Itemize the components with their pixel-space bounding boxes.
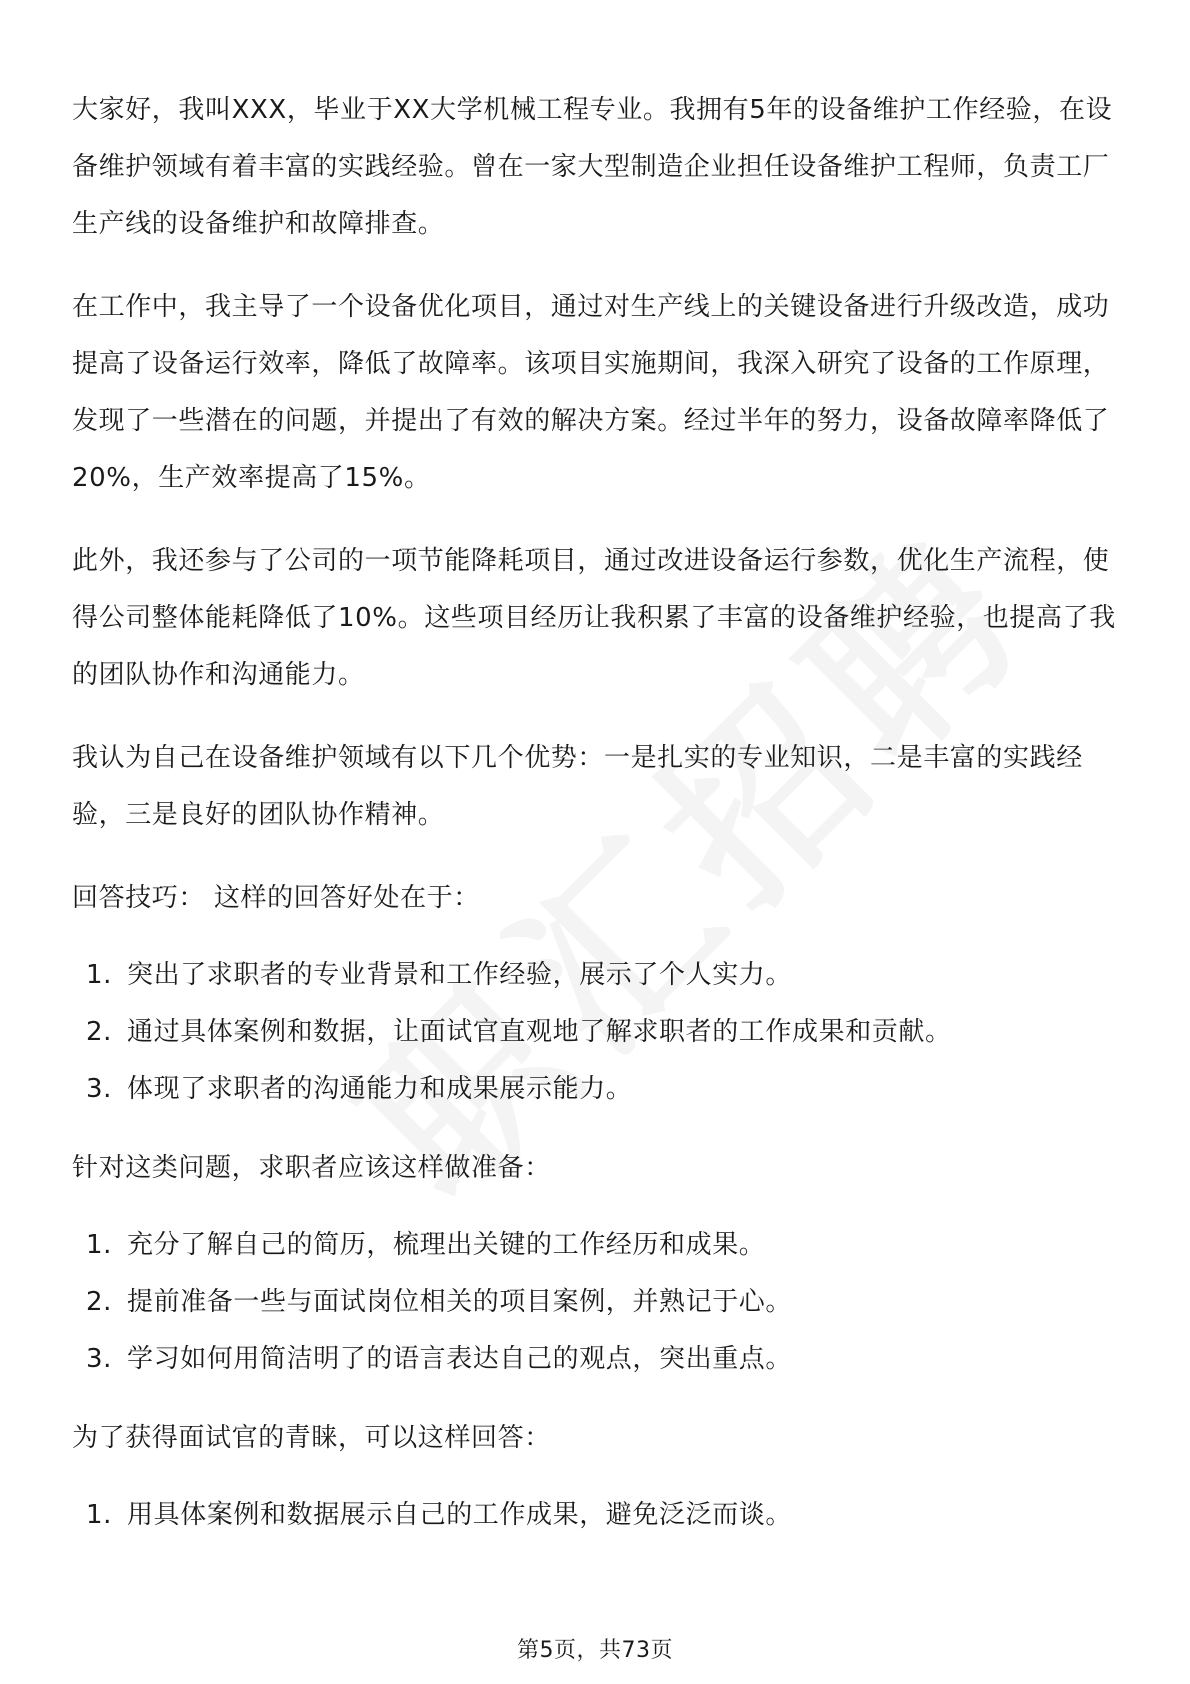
prep-heading: 针对这类问题，求职者应该这样做准备： xyxy=(72,1153,551,1183)
paragraph-energy-project: 此外，我还参与了公司的一项节能降耗项目，通过改进设备运行参数，优化生产流程，使得公司整体能耗降低了10%。这些项目经历让我积累了丰富的设备维护经验，也提高了我的团队协作和沟通能力。 xyxy=(72,546,1116,690)
list-item xyxy=(72,947,1118,1004)
list-number: 1. xyxy=(86,1230,113,1260)
list-item-text: 体现了求职者的沟通能力和成果展示能力。 xyxy=(127,1074,633,1104)
page-number-footer: 第5页，共73页 xyxy=(517,1638,673,1663)
list-item-text: 充分了解自己的简历，梳理出关键的工作经历和成果。 xyxy=(127,1230,766,1260)
prep-list xyxy=(72,1217,1118,1388)
list-item xyxy=(72,1217,1118,1274)
paragraph-project: 在工作中，我主导了一个设备优化项目，通过对生产线上的关键设备进行升级改造，成功提高了设备运行效率，降低了故障率。该项目实施期间，我深入研究了设备的工作原理，发现了一些潜在的问题，并提出了有效的解决方案。经过半年的努力，设备故障率降低了20%，生产效率提高了15%。 xyxy=(72,292,1110,493)
document-body xyxy=(72,82,1118,1566)
list-number: 3. xyxy=(86,1344,113,1374)
list-number: 1. xyxy=(86,960,113,990)
tips-heading: 回答技巧： 这样的回答好处在于： xyxy=(72,883,480,913)
list-number: 3. xyxy=(86,1074,113,1104)
list-item-text: 提前准备一些与面试岗位相关的项目案例，并熟记于心。 xyxy=(127,1287,793,1317)
list-number: 2. xyxy=(86,1287,113,1317)
paragraph-strengths: 我认为自己在设备维护领域有以下几个优势：一是扎实的专业知识，二是丰富的实践经验，三是良好的团队协作精神。 xyxy=(72,743,1083,830)
answer-heading: 为了获得面试官的青睐，可以这样回答： xyxy=(72,1423,551,1453)
list-number: 1. xyxy=(86,1500,113,1530)
list-item xyxy=(72,1274,1118,1331)
list-item-text: 通过具体案例和数据，让面试官直观地了解求职者的工作成果和贡献。 xyxy=(127,1017,952,1047)
list-item-text: 学习如何用简洁明了的语言表达自己的观点，突出重点。 xyxy=(127,1344,793,1374)
list-number: 2. xyxy=(86,1017,113,1047)
list-item-text: 用具体案例和数据展示自己的工作成果，避免泛泛而谈。 xyxy=(127,1500,793,1530)
paragraph-intro: 大家好，我叫XXX，毕业于XX大学机械工程专业。我拥有5年的设备维护工作经验，在设备维护领域有着丰富的实践经验。曾在一家大型制造企业担任设备维护工程师，负责工厂生产线的设备维护和故障排查。 xyxy=(72,95,1113,239)
list-item xyxy=(72,1004,1118,1061)
list-item xyxy=(72,1487,1118,1544)
list-item xyxy=(72,1331,1118,1388)
list-item xyxy=(72,1061,1118,1118)
answer-list xyxy=(72,1487,1118,1544)
list-item-text: 突出了求职者的专业背景和工作经验，展示了个人实力。 xyxy=(127,960,793,990)
tips-list xyxy=(72,947,1118,1118)
